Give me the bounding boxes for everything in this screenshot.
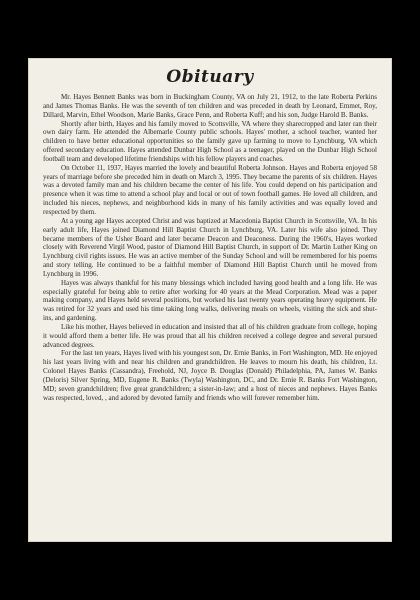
paragraph-faith: At a young age Hayes accepted Christ and was baptized at Macedonia Baptist Church in Scottsville, VA. In his early adult life, Hayes joined Diamond Hill Baptist Church in Lynchburg, VA. Later his wife also joined. They became members of the Usher Board and later became Deacon and Deaconess. During the 1960's, Hayes worked closely with Reverend Virgil Wood, pastor of Diamond Hill Baptist Church, in support of Dr. Martin Luther King on Lynchburg civil rights issues. He was an active member of the Sunday School and will be remembered for his poems and story telling. He continued to be a faithful member of Diamond Hill Baptist Church until he moved from Lynchburg in 1996. <box>43 216 377 278</box>
paragraph-childhood: Shortly after birth, Hayes and his family moved to Scottsville, VA where they sharecropped and later ran their own dairy farm. He attended the Albemarle County public schools. Hayes' mother, a school teacher, wanted her children to have better educational opportunities so the family gave up farming to move to Lynchburg, VA which offered secondary education. Hayes attended Dunbar High School as a teenager, played on the Dunbar High School football team and developed lifetime friendships with his fellow players and coaches. <box>43 119 377 163</box>
paragraph-marriage: On October 11, 1937, Hayes married the lovely and beautiful Roberta Johnson. Hayes and Roberta enjoyed 58 years of marriage before she preceded him in death on March 3, 1995. They became the parents of six children. Hayes was a devoted family man and his children became the center of his life. You could depend on his participation and presence when it was time to attend a school play and local or out of town football games. He loved all children, and included his nieces, nephews, and neighborhood kids in many of his family activities and was equally loved and respected by them. <box>43 163 377 216</box>
obituary-page <box>28 58 392 542</box>
page-title: Obituary <box>166 67 254 87</box>
paragraph-survivors: For the last ten years, Hayes lived with his youngest son, Dr. Ernie Banks, in Fort Washington, MD. He enjoyed his last years living with and near his children and grandchildren. He leaves to mourn his death, his children, Lt. Colonel Hayes Banks (Cassandra), Freehold, NJ, Joyce B. Douglas (Donald) Philadelphia, PA, James W. Banks (Deloris) Silver Spring, MD, Eugene R. Banks (Twyla) Washington, DC, and Dr. Ernie R. Banks Fort Washington, MD; seven grandchildren; five great grandchildren; a sister-in-law; and a host of nieces and nephews. Hayes Banks was respected, loved, , and adored by devoted family and friends who will forever remember him. <box>43 349 377 402</box>
paragraph-education: Like his mother, Hayes believed in education and insisted that all of his children graduate from college, hoping it would afford them a better life. He was proud that all his children received a college degree and several pursued advanced degrees. <box>43 322 377 349</box>
paragraph-career: Hayes was always thankful for his many blessings which included having good health and a long life. He was especially grateful for being able to retire after working for 40 years at the Mead Corporation. Mead was a paper making company, and Hayes held several positions, but worked his last twenty years operating heavy equipment. He was retired for 32 years and used his time taking long walks, delivering meals on wheels, visiting the sick and shut-ins, and gardening. <box>43 278 377 323</box>
paragraph-birth: Mr. Hayes Bennett Banks was born in Buckingham County, VA on July 21, 1912, to the late Roberta Perkins and James Thomas Banks. He was the seventh of ten children and was preceded in death by Leonard, Emmet, Roy, Dillard, Marvin, Ethel Woodson, Marie Banks, Grace Penn, and Roberta Kuff; and his son, Judge Harold B. Banks. <box>43 93 377 119</box>
